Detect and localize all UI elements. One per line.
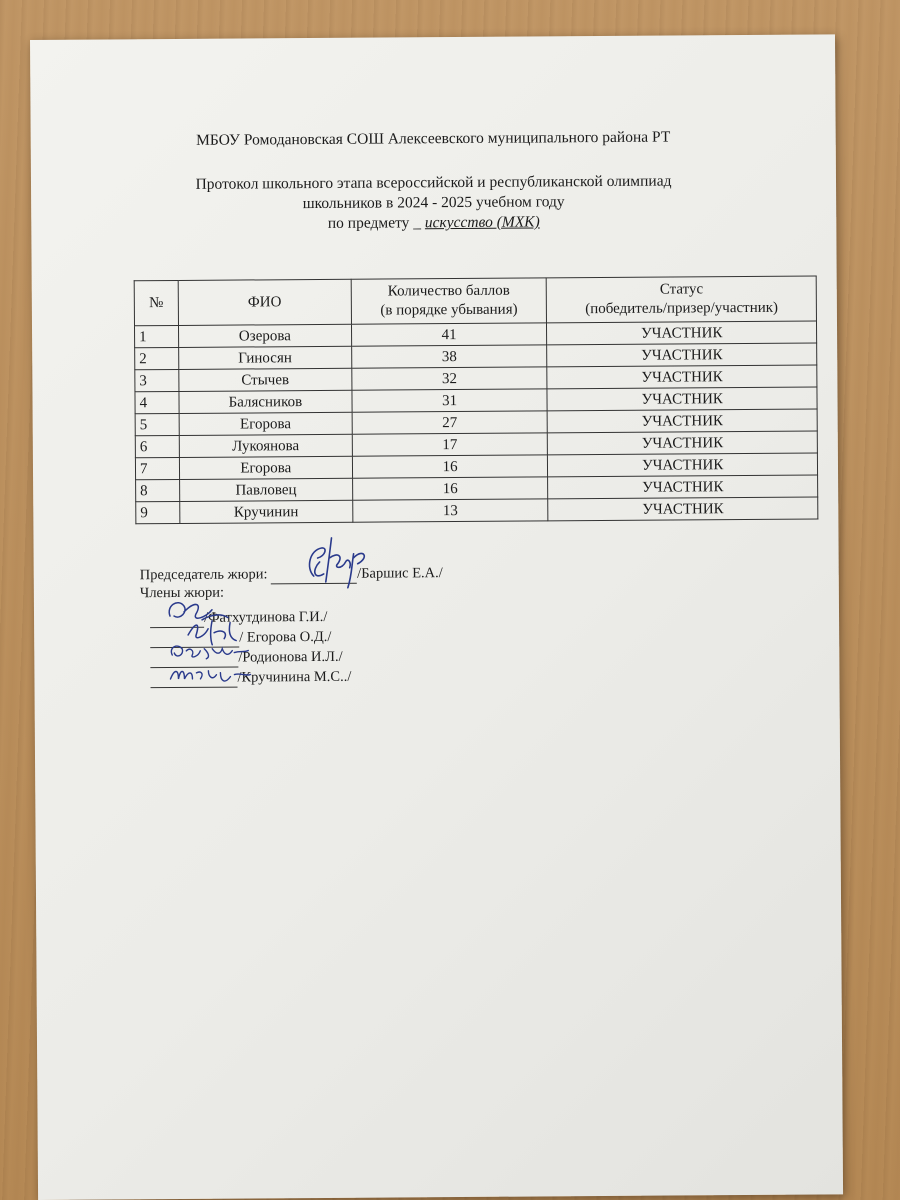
row-score: 27: [352, 411, 548, 434]
header-status: [547, 276, 817, 323]
table-row: [136, 497, 818, 524]
header-score: [351, 278, 547, 324]
document-title-line1: Протокол школьного этапа всероссийской и республиканской олимпиад: [195, 172, 672, 193]
row-status: УЧАСТНИК: [548, 497, 818, 521]
subject-name: искусство (МХК): [424, 213, 540, 232]
member-signature: [164, 658, 254, 689]
row-status: УЧАСТНИК: [548, 453, 818, 477]
row-name: Озерова: [178, 324, 351, 347]
results-table: [134, 276, 819, 525]
school-name: МБОУ Ромодановская СОШ Алексеевского муниципального района РТ: [196, 128, 671, 149]
row-name: Балясников: [179, 390, 352, 413]
row-name: Кручинин: [180, 500, 353, 523]
row-score: 32: [352, 367, 548, 390]
table-header-row: [134, 276, 816, 326]
row-status: УЧАСТНИК: [547, 387, 817, 411]
row-num: 6: [135, 435, 179, 457]
row-status: УЧАСТНИК: [547, 365, 817, 389]
row-num: 8: [136, 479, 180, 501]
row-score: 13: [352, 499, 548, 522]
row-name: Егорова: [179, 456, 352, 479]
row-status: УЧАСТНИК: [547, 321, 817, 345]
chair-signature: [291, 528, 381, 595]
row-name: Егорова: [179, 412, 352, 435]
member-name: /Родионова И.Л./: [238, 648, 343, 666]
row-num: 5: [135, 413, 179, 435]
member-name: /Кручинина М.С../: [237, 668, 352, 686]
header-name: ФИО: [178, 279, 351, 325]
member-name: / Егорова О.Д./: [239, 628, 332, 646]
chair-name: /Баршис Е.А./: [357, 565, 443, 582]
row-score: 41: [351, 323, 547, 346]
row-score: 31: [352, 389, 548, 412]
row-num: 3: [135, 369, 179, 391]
row-num: 2: [135, 347, 179, 369]
header-status-line1: Статус: [659, 281, 704, 298]
row-score: 17: [352, 433, 548, 456]
row-num: 7: [135, 457, 179, 479]
row-num: 1: [134, 325, 178, 347]
header-num: №: [134, 280, 178, 325]
chair-label: Председатель жюри:: [139, 566, 268, 584]
row-num: 9: [136, 501, 180, 523]
row-name: Стычев: [179, 368, 352, 391]
members-label: Члены жюри:: [139, 584, 225, 602]
row-status: УЧАСТНИК: [548, 431, 818, 455]
document-title-line2: школьников в 2024 - 2025 учебном году: [302, 193, 565, 213]
header-status-line2: (победитель/призер/участник): [585, 299, 779, 318]
row-score: 16: [352, 477, 548, 500]
row-status: УЧАСТНИК: [548, 409, 818, 433]
row-name: Гиносян: [179, 346, 352, 369]
subject-prefix: по предмету _: [327, 214, 422, 232]
row-status: УЧАСТНИК: [547, 343, 817, 367]
row-name: Лукоянова: [179, 434, 352, 457]
document-page: [30, 34, 843, 1200]
row-num: 4: [135, 391, 179, 413]
member-name: /Фатхутдинова Г.И./: [203, 608, 328, 626]
row-name: Павловец: [180, 478, 353, 501]
row-score: 16: [352, 455, 548, 478]
row-score: 38: [351, 345, 547, 368]
header-score-line1: Количество баллов: [387, 282, 510, 300]
header-score-line2: (в порядке убывания): [380, 301, 518, 319]
row-status: УЧАСТНИК: [548, 475, 818, 499]
